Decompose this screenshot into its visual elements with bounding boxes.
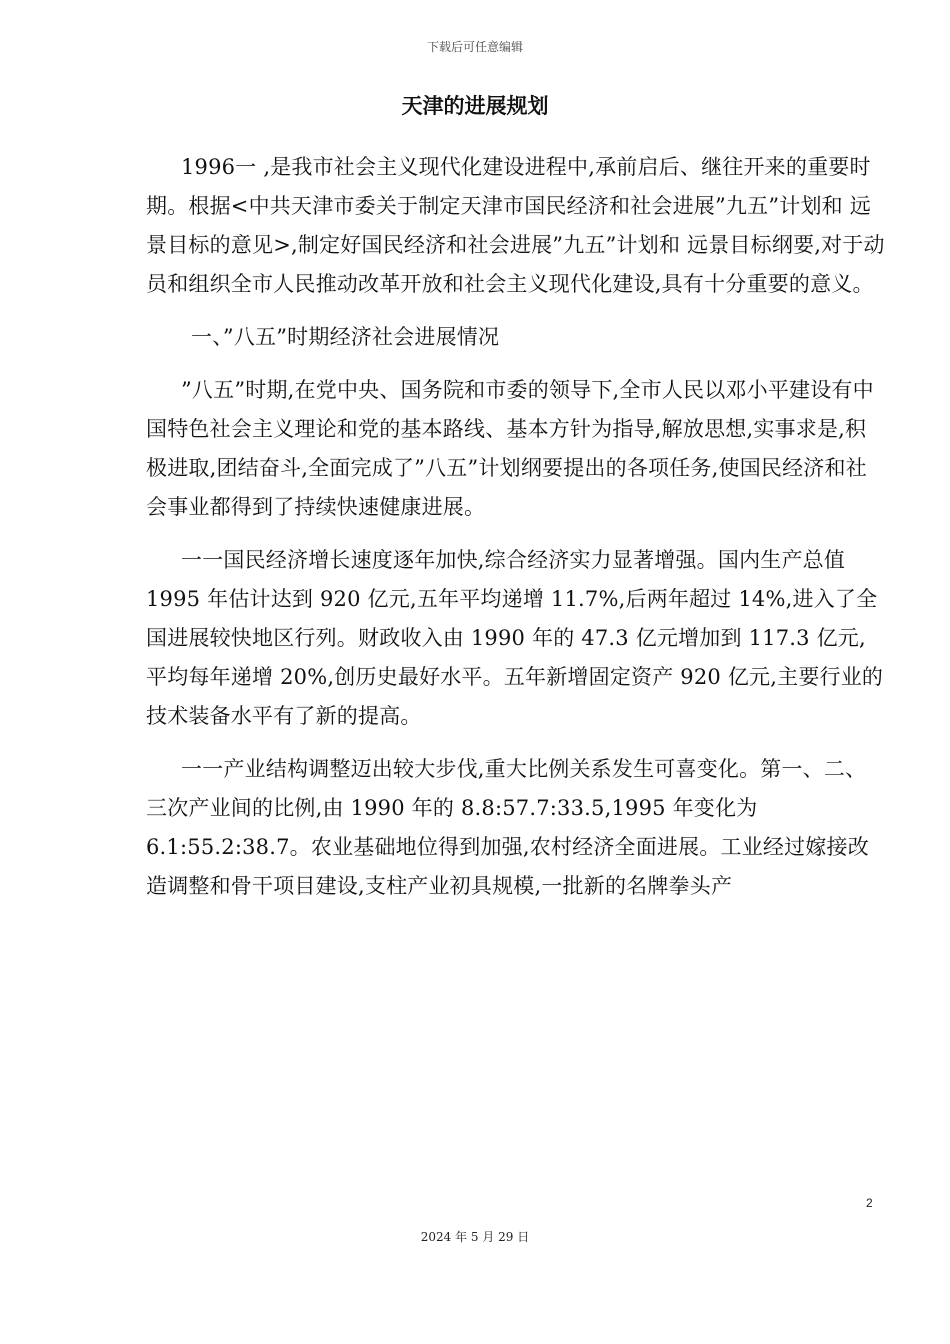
paragraph-industry: 一一产业结构调整迈出较大步伐,重大比例关系发生可喜变化。第一、二、三次产业间的比例,由 1990 年的 8.8:57.7:33.5,1995 年变化为 6.1:55.2:38.7。农业基础地位得到加强,农村经济全面进展。工业经过嫁接改造调整和骨干项目建设,支柱产业初具规模,一批新的名牌拳头产	[146, 757, 869, 898]
paragraph-intro: 1996一 ,是我市社会主义现代化建设进程中,承前启后、继往开来的重要时期。根据<中共天津市委关于制定天津市国民经济和社会进展”九五”计划和 远景目标的意见>,制定好国民经济和社会进展”九五”计划和 远景目标纲要,对于动员和组织全市人民推动改革开放和社会主义现代化建设,具有十分重要的意义。	[146, 155, 885, 296]
paragraph-overview: ”八五”时期,在党中央、国务院和市委的领导下,全市人民以邓小平建设有中国特色社会主义理论和党的基本路线、基本方针为指导,解放思想,实事求是,积极进取,团结奋斗,全面完成了”八五”计划纲要提出的各项任务,使国民经济和社会事业都得到了持续快速健康进展。	[146, 378, 874, 519]
document-title: 天津的进展规划	[401, 94, 549, 118]
header-note: 下载后可任意编辑	[426, 40, 523, 54]
section-heading: 一、”八五”时期经济社会进展情况	[191, 325, 500, 349]
document-body	[146, 148, 886, 920]
footer-date: 2024 年 5 月 29 日	[420, 1230, 530, 1244]
page-number: 2	[866, 1196, 873, 1210]
paragraph-economy: 一一国民经济增长速度逐年加快,综合经济实力显著增强。国内生产总值 1995 年估计达到 920 亿元,五年平均递增 11.7%,后两年超过 14%,进入了全国进展较快地区行列。财政收入由 1990 年的 47.3 亿元增加到 117.3 亿元,平均每年递增 20%,创历史最好水平。五年新增固定资产 920 亿元,主要行业的技术装备水平有了新的提高。	[146, 548, 884, 728]
